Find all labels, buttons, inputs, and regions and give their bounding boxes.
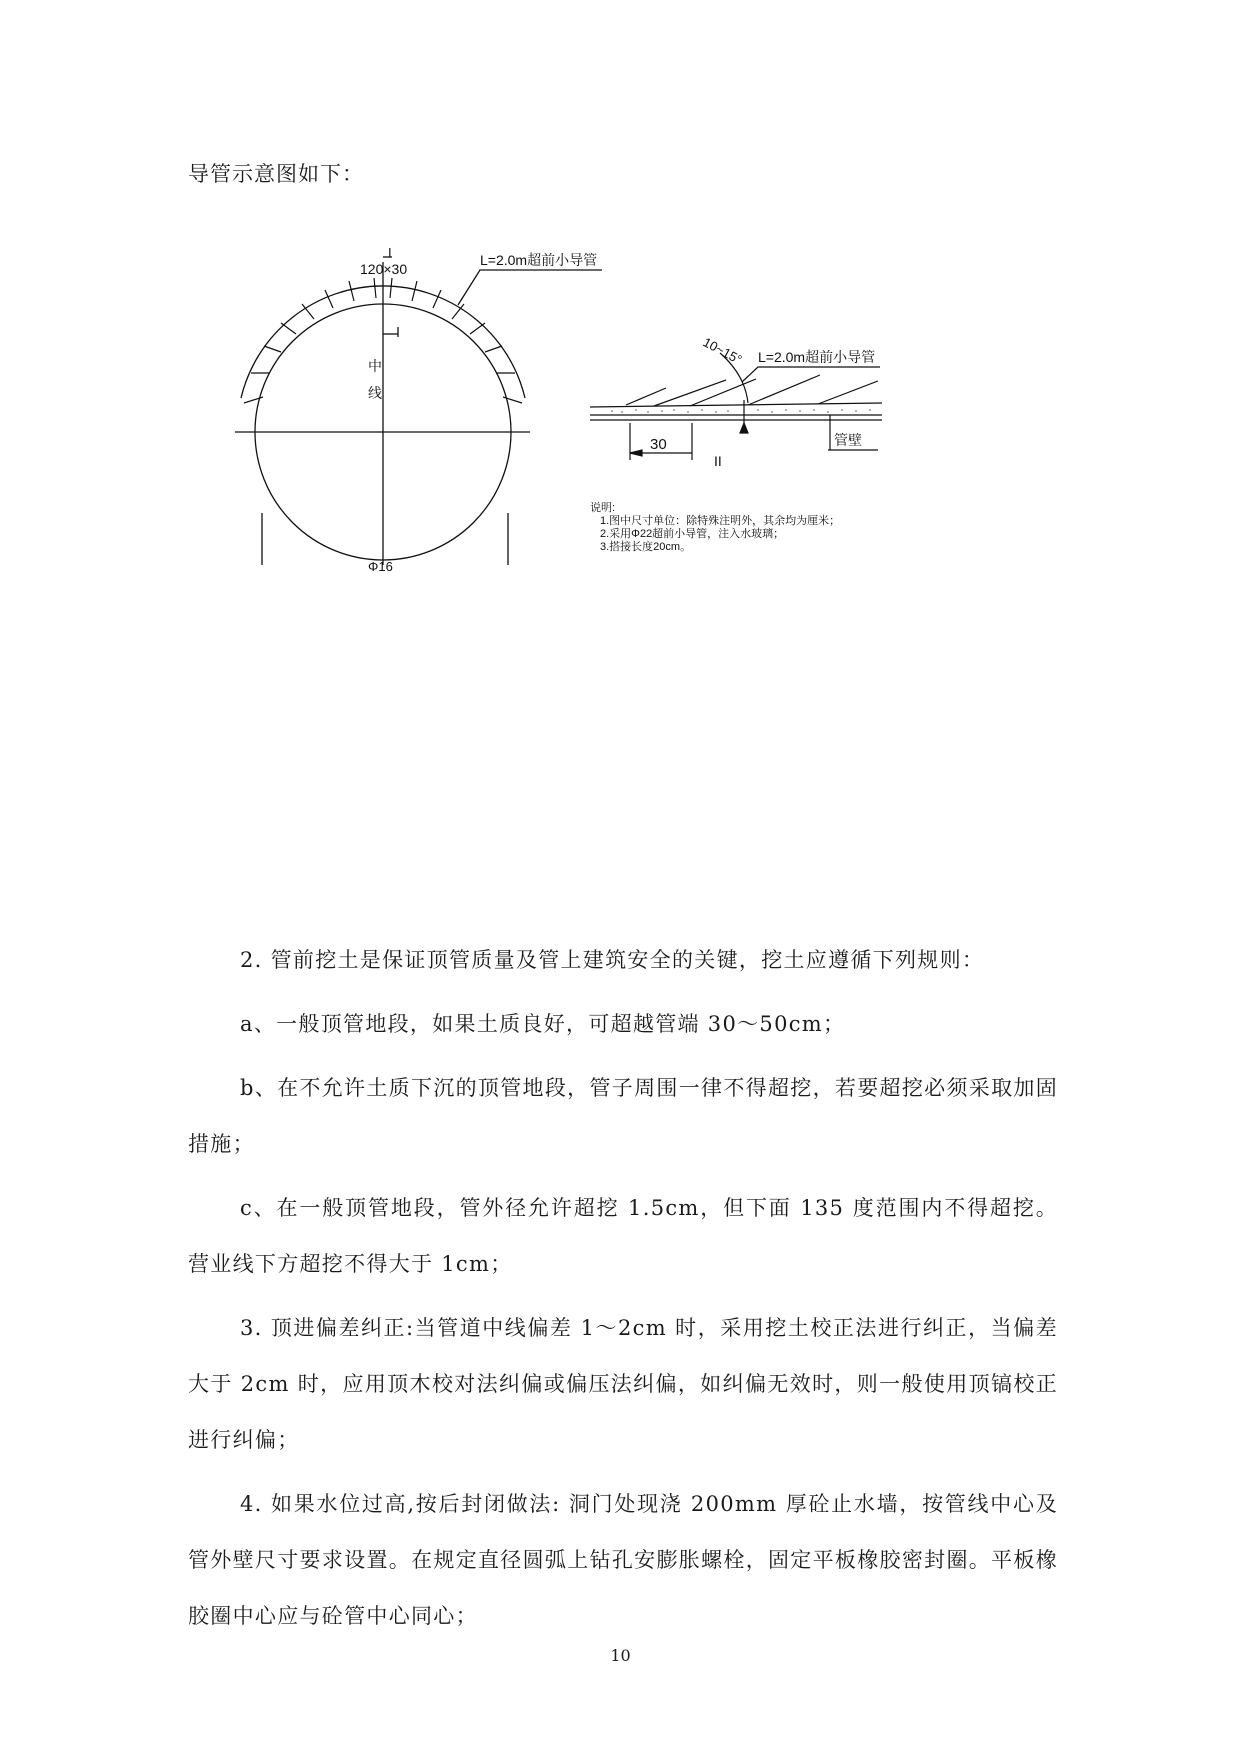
note-3: 3.搭接长度20cm。 [600, 541, 692, 553]
cross-section-view [235, 257, 602, 565]
left-callout-label: L=2.0m超前小导管 [480, 252, 598, 268]
note-2: 2.采用Φ22超前小导管，注入水玻璃； [600, 528, 785, 540]
paragraph-deviation-correction: 3. 顶进偏差纠正:当管道中线偏差 1～2cm 时，采用挖土校正法进行纠正，当偏差大于 2cm 时，应用顶木校对法纠偏或偏压法纠偏，如纠偏无效时，则一般使用顶镐校正进行纠偏； [188, 1316, 1058, 1452]
page-number: 10 [610, 1646, 631, 1665]
paragraph-rule-b: b、在不允许土质下沉的顶管地段，管子周围一律不得超挖，若要超挖必须采取加固措施； [188, 1076, 1058, 1156]
right-callout-label: L=2.0m超前小导管 [758, 349, 876, 365]
left-callout-leader [458, 270, 602, 305]
intro-text: 导管示意图如下： [188, 162, 364, 186]
centerline-label-1: 中 [368, 358, 382, 374]
spacing-label: 30 [650, 436, 667, 453]
dimension-label: 120×30 [360, 261, 408, 277]
note-1: 1.图中尺寸单位：除特殊注明外，其余均为厘米； [600, 515, 841, 527]
paragraph-water-sealing: 4. 如果水位过高,按后封闭做法: 洞门处现浇 200mm 厚砼止水墙，按管线中心及管外壁尺寸要求设置。在规定直径圆弧上钻孔安膨胀螺栓，固定平板橡胶密封圈。平板橡胶圈中心应与砼管中心同心； [188, 1492, 1058, 1628]
diagram-notes [590, 501, 840, 553]
section-mark-i: I [388, 245, 392, 260]
wall-label: 管壁 [834, 432, 862, 448]
wall-line-top [590, 403, 882, 407]
diameter-label: Φ16 [368, 559, 393, 574]
notes-title: 说明: [590, 502, 616, 514]
section-mark-ii: II [714, 453, 722, 469]
paragraph-rule-a: a、一般顶管地段，如果土质良好，可超越管端 30～50cm； [240, 1012, 846, 1036]
right-callout-leader [742, 367, 880, 382]
paragraph-rule-c: c、在一般顶管地段，管外径允许超挖 1.5cm，但下面 135 度范围内不得超挖。营业线下方超挖不得大于 1cm； [188, 1196, 1058, 1276]
body-text [188, 932, 1058, 1652]
grout-band [611, 409, 871, 413]
paragraph-excavation-rule: 2. 管前挖土是保证顶管质量及管上建筑安全的关键，挖土应遵循下列规则： [240, 948, 985, 972]
conduit-diagram [250, 245, 1010, 640]
centerline-label-2: 线 [368, 385, 382, 401]
angle-label: 10~15° [700, 334, 745, 368]
